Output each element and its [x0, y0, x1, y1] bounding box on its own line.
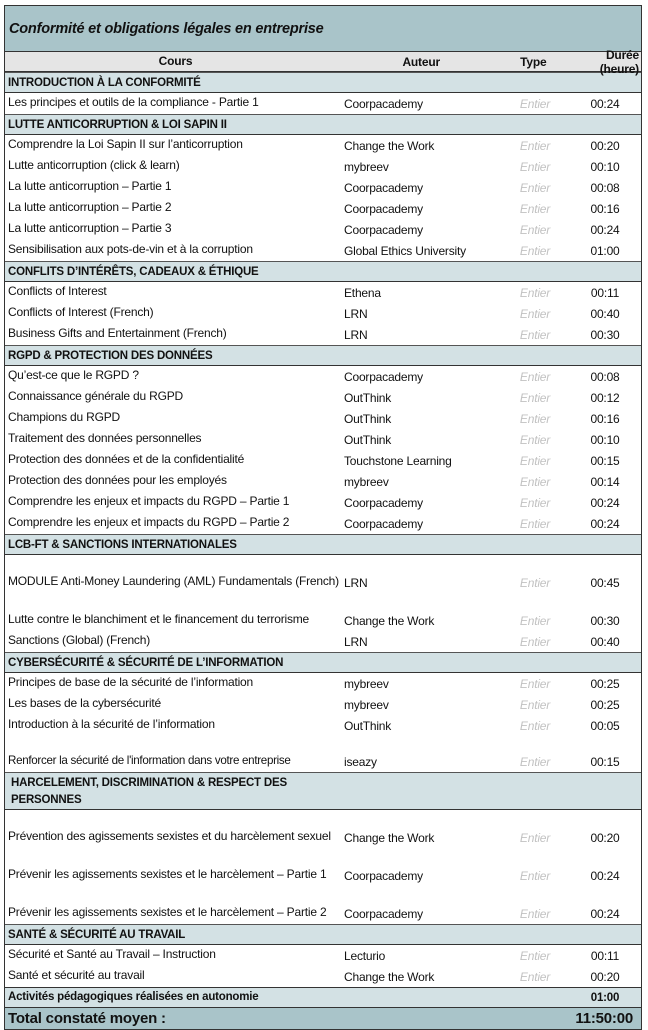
- cell-type: Entier: [519, 970, 551, 984]
- cell-auteur: LRN: [344, 328, 368, 342]
- cell-auteur: OutThink: [344, 433, 392, 447]
- cell-auteur: Coorpacademy: [344, 370, 423, 384]
- cell-cours: Business Gifts and Entertainment (French): [8, 326, 227, 340]
- cell-auteur: mybreev: [344, 475, 389, 489]
- cell-auteur: Ethena: [344, 286, 381, 300]
- cell-duree: 00:12: [590, 391, 620, 405]
- cell-duree: 00:24: [590, 907, 620, 921]
- cell-cours: Connaissance générale du RGPD: [8, 389, 183, 403]
- cell-auteur: Touchstone Learning: [344, 454, 452, 468]
- cell-duree: 00:20: [590, 831, 620, 845]
- cell-cours: Comprendre la Loi Sapin II sur l’anticorruption: [8, 137, 243, 151]
- cell-duree: 00:24: [590, 223, 620, 237]
- table-row: [5, 555, 641, 593]
- cell-type: Entier: [519, 223, 551, 237]
- cell-duree: 00:10: [590, 160, 620, 174]
- cell-auteur: OutThink: [344, 391, 392, 405]
- table-row: [5, 631, 641, 652]
- cell-cours: Comprendre les enjeux et impacts du RGPD – Partie 1: [8, 494, 290, 508]
- table-title: Conformité et obligations légales en entreprise: [9, 20, 324, 37]
- table-row: [5, 429, 641, 450]
- cell-type: Entier: [519, 475, 551, 489]
- cell-cours: Prévenir les agissements sexistes et le harcèlement – Partie 1: [8, 867, 327, 881]
- cell-cours: Conflicts of Interest (French): [8, 305, 154, 319]
- table-row: [5, 219, 641, 240]
- table-row: [5, 966, 641, 987]
- cell-cours: Traitement des données personnelles: [8, 431, 202, 445]
- table-row: [5, 945, 641, 966]
- cell-type: Entier: [519, 454, 551, 468]
- section-header: [5, 772, 641, 810]
- cell-auteur: LRN: [344, 576, 368, 590]
- cell-type: Entier: [519, 97, 551, 111]
- cell-cours: Sanctions (Global) (French): [8, 633, 150, 647]
- cell-duree: 00:16: [590, 412, 620, 426]
- table-row: [5, 387, 641, 408]
- cell-duree: 00:10: [590, 433, 620, 447]
- cell-auteur: Global Ethics University: [344, 244, 466, 258]
- cell-cours: Sensibilisation aux pots-de-vin et à la corruption: [8, 242, 253, 256]
- cell-type: Entier: [519, 755, 551, 769]
- table-row: [5, 886, 641, 924]
- cell-type: Entier: [519, 307, 551, 321]
- cell-duree: 00:16: [590, 202, 620, 216]
- cell-cours: Qu’est-ce que le RGPD ?: [8, 368, 139, 382]
- cell-type: Entier: [519, 869, 551, 883]
- cell-duree: 00:15: [590, 755, 620, 769]
- cell-auteur: Coorpacademy: [344, 907, 423, 921]
- column-header-type: Type: [520, 54, 547, 69]
- cell-type: Entier: [519, 719, 551, 733]
- cell-duree: 00:40: [590, 307, 620, 321]
- cell-cours: Les principes et outils de la compliance - Partie 1: [8, 95, 259, 109]
- cell-duree: 00:05: [590, 719, 620, 733]
- table-row: [5, 198, 641, 219]
- cell-cours: Prévention des agissements sexistes et du harcèlement sexuel: [8, 829, 331, 843]
- cell-cours: Les bases de la cybersécurité: [8, 696, 161, 710]
- cell-type: Entier: [519, 328, 551, 342]
- cell-type: Entier: [519, 244, 551, 258]
- cell-type: Entier: [519, 831, 551, 845]
- cell-type: Entier: [519, 698, 551, 712]
- cell-duree: 00:11: [590, 286, 620, 300]
- table-row: [5, 513, 641, 534]
- cell-auteur: Change the Work: [344, 139, 435, 153]
- cell-type: Entier: [519, 412, 551, 426]
- section-header-label: HARCELEMENT, DISCRIMINATION & RESPECT DES PERSONNES: [11, 777, 287, 806]
- cell-auteur: mybreev: [344, 698, 389, 712]
- cell-type: Entier: [519, 496, 551, 510]
- table-row: [5, 471, 641, 492]
- table-row: [5, 492, 641, 513]
- cell-duree: 01:00: [590, 244, 620, 258]
- table-row: [5, 673, 641, 694]
- cell-cours: La lutte anticorruption – Partie 2: [8, 200, 172, 214]
- cell-duree: 00:25: [590, 698, 620, 712]
- cell-auteur: Coorpacademy: [344, 97, 423, 111]
- table-row: [5, 324, 641, 345]
- cell-duree: 00:14: [590, 475, 620, 489]
- cell-type: Entier: [519, 614, 551, 628]
- cell-duree: 00:24: [590, 97, 620, 111]
- cell-type: Entier: [519, 202, 551, 216]
- autonomie-label: Activités pédagogiques réalisées en autonomie: [8, 991, 259, 1003]
- column-header-auteur: Auteur: [402, 54, 440, 69]
- cell-cours: Sécurité et Santé au Travail – Instruction: [8, 947, 216, 961]
- column-header-cours: Cours: [158, 54, 193, 68]
- cell-auteur: Change the Work: [344, 614, 435, 628]
- cell-type: Entier: [519, 576, 551, 590]
- cell-duree: 00:30: [590, 328, 620, 342]
- cell-duree: 00:20: [590, 139, 620, 153]
- table-row: [5, 736, 641, 772]
- cell-auteur: Change the Work: [344, 831, 435, 845]
- table-row: [5, 282, 641, 303]
- cell-duree: 00:08: [590, 370, 620, 384]
- cell-duree: 00:24: [590, 496, 620, 510]
- cell-auteur: Change the Work: [344, 970, 435, 984]
- cell-type: Entier: [519, 677, 551, 691]
- cell-cours: Comprendre les enjeux et impacts du RGPD – Partie 2: [8, 515, 290, 529]
- cell-duree: 00:24: [590, 517, 620, 531]
- cell-cours: Renforcer la sécurité de l'information dans votre entreprise: [8, 754, 291, 767]
- cell-type: Entier: [519, 517, 551, 531]
- table-row: [5, 715, 641, 736]
- cell-duree: 00:11: [590, 949, 620, 963]
- table-row: [5, 450, 641, 471]
- section-header: SANTÉ & SÉCURITÉ AU TRAVAIL: [5, 924, 641, 945]
- section-header: LUTTE ANTICORRUPTION & LOI SAPIN II: [5, 114, 641, 135]
- section-header: LCB-FT & SANCTIONS INTERNATIONALES: [5, 534, 641, 555]
- column-header-row: [5, 47, 641, 76]
- total-value: 11:50:00: [575, 1010, 633, 1027]
- cell-auteur: Coorpacademy: [344, 202, 423, 216]
- table-row: [5, 408, 641, 429]
- cell-type: Entier: [519, 160, 551, 174]
- cell-type: Entier: [519, 949, 551, 963]
- table-row: [5, 810, 641, 848]
- cell-cours: Protection des données pour les employés: [8, 473, 227, 487]
- cell-cours: Conflicts of Interest: [8, 284, 107, 298]
- cell-auteur: LRN: [344, 307, 368, 321]
- total-row: [5, 1007, 641, 1029]
- autonomie-duree: 01:00: [590, 991, 620, 1004]
- table-title-band: [5, 6, 641, 52]
- cell-auteur: OutThink: [344, 719, 392, 733]
- cell-cours: Champions du RGPD: [8, 410, 120, 424]
- cell-duree: 00:08: [590, 181, 620, 195]
- table-row: [5, 177, 641, 198]
- table-row: [5, 93, 641, 114]
- cell-duree: 00:30: [590, 614, 620, 628]
- cell-auteur: LRN: [344, 635, 368, 649]
- cell-duree: 00:20: [590, 970, 620, 984]
- cell-auteur: Lecturio: [344, 949, 386, 963]
- cell-auteur: Coorpacademy: [344, 869, 423, 883]
- cell-auteur: Coorpacademy: [344, 181, 423, 195]
- cell-duree: 00:25: [590, 677, 620, 691]
- total-label: Total constaté moyen :: [8, 1010, 166, 1027]
- cell-cours: Protection des données et de la confidentialité: [8, 452, 245, 466]
- cell-type: Entier: [519, 635, 551, 649]
- section-header: RGPD & PROTECTION DES DONNÉES: [5, 345, 641, 366]
- table-row: [5, 593, 641, 631]
- cell-type: Entier: [519, 907, 551, 921]
- table-row: [5, 135, 641, 156]
- cell-duree: 00:40: [590, 635, 620, 649]
- cell-auteur: Coorpacademy: [344, 223, 423, 237]
- cell-auteur: mybreev: [344, 160, 389, 174]
- cell-cours: Santé et sécurité au travail: [8, 968, 145, 982]
- cell-cours: La lutte anticorruption – Partie 3: [8, 221, 172, 235]
- cell-type: Entier: [519, 370, 551, 384]
- section-header: CONFLITS D’INTÉRÊTS, CADEAUX & ÉTHIQUE: [5, 261, 641, 282]
- cell-auteur: mybreev: [344, 677, 389, 691]
- cell-cours: Introduction à la sécurité de l’information: [8, 717, 215, 731]
- table-row: [5, 156, 641, 177]
- table-row: [5, 848, 641, 886]
- cell-type: Entier: [519, 139, 551, 153]
- column-header-duree: Durée (heure): [599, 47, 639, 76]
- cell-type: Entier: [519, 391, 551, 405]
- table-row: [5, 366, 641, 387]
- section-header: CYBERSÉCURITÉ & SÉCURITÉ DE L’INFORMATION: [5, 652, 641, 673]
- cell-auteur: OutThink: [344, 412, 392, 426]
- cell-cours: Principes de base de la sécurité de l’information: [8, 675, 254, 689]
- table-row: [5, 240, 641, 261]
- cell-auteur: iseazy: [344, 755, 377, 769]
- cell-auteur: Coorpacademy: [344, 517, 423, 531]
- cell-cours: Prévenir les agissements sexistes et le harcèlement – Partie 2: [8, 905, 327, 919]
- cell-cours: Lutte contre le blanchiment et le financement du terrorisme: [8, 612, 310, 626]
- cell-cours: Lutte anticorruption (click & learn): [8, 158, 180, 172]
- cell-duree: 00:45: [590, 576, 620, 590]
- cell-cours: La lutte anticorruption – Partie 1: [8, 179, 172, 193]
- cell-type: Entier: [519, 181, 551, 195]
- cell-auteur: Coorpacademy: [344, 496, 423, 510]
- section-header: INTRODUCTION À LA CONFORMITÉ: [5, 72, 641, 93]
- autonomie-row: [5, 987, 641, 1007]
- course-table: [4, 5, 642, 1030]
- cell-duree: 00:24: [590, 869, 620, 883]
- table-row: [5, 694, 641, 715]
- cell-type: Entier: [519, 286, 551, 300]
- cell-cours: MODULE Anti-Money Laundering (AML) Fundamentals (French): [8, 574, 339, 588]
- table-row: [5, 303, 641, 324]
- cell-type: Entier: [519, 433, 551, 447]
- cell-duree: 00:15: [590, 454, 620, 468]
